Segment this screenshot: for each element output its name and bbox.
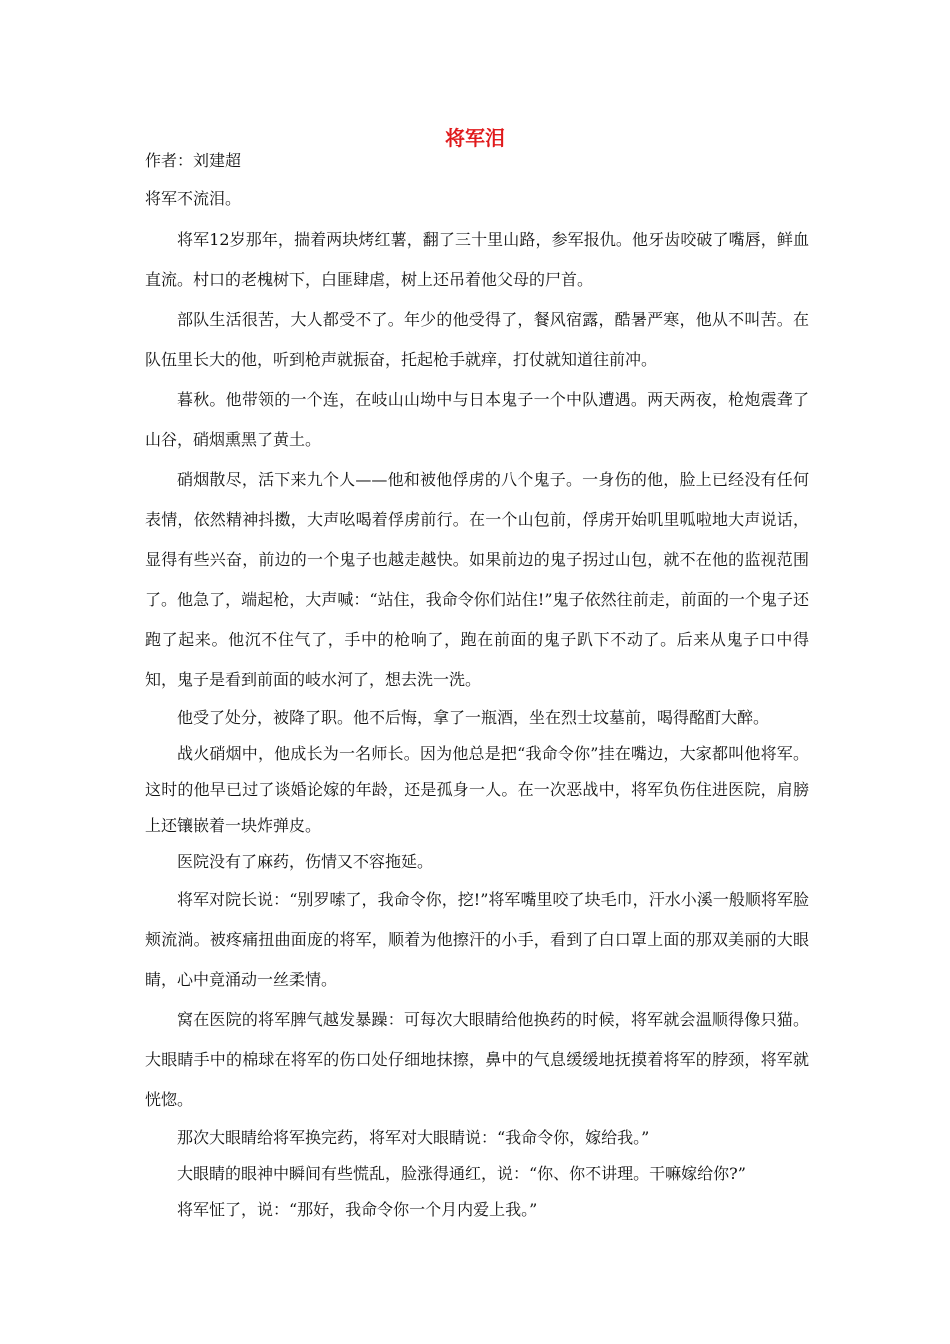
paragraph-5: 硝烟散尽，活下来九个人——他和被他俘虏的八个鬼子。一身伤的他，脸上已经没有任何表情，依然精神抖擞，大声吆喝着俘虏前行。在一个山包前，俘虏开始叽里呱啦地大声说话，显得有些兴奋，前边的一个鬼子也越走越快。如果前边的鬼子拐过山包，就不在他的监视范围了。他急了，端起枪，大声喊：“站住，我命令你们站住!”鬼子依然往前走，前面的一个鬼子还跑了起来。他沉不住气了，手中的枪响了，跑在前面的鬼子趴下不动了。后来从鬼子口中得知，鬼子是看到前面的岐水河了，想去洗一洗。	[145, 470, 809, 689]
body-text	[145, 220, 809, 1228]
paragraph-1: 将军不流泪。	[145, 189, 242, 208]
paragraph-9: 将军对院长说：“别罗嗦了，我命令你，挖!”将军嘴里咬了块毛巾，汗水小溪一般顺将军脸颊流淌。被疼痛扭曲面庞的将军，顺着为他擦汗的小手，看到了白口罩上面的那双美丽的大眼睛，心中竟涌动一丝柔情。	[145, 890, 809, 989]
paragraph-13: 将军怔了，说：“那好，我命令你一个月内爱上我。”	[177, 1200, 538, 1219]
paragraph-12: 大眼睛的眼神中瞬间有些慌乱，脸涨得通红，说：“你、你不讲理。干嘛嫁给你?”	[177, 1164, 746, 1183]
paragraph-2: 将军12岁那年，揣着两块烤红薯，翻了三十里山路，参军报仇。他牙齿咬破了嘴唇，鲜血直流。村口的老槐树下，白匪肆虐，树上还吊着他父母的尸首。	[145, 230, 809, 289]
paragraph-7: 战火硝烟中，他成长为一名师长。因为他总是把“我命令你”挂在嘴边，大家都叫他将军。这时的他早已过了谈婚论嫁的年龄，还是孤身一人。在一次恶战中，将军负伤住进医院，肩膀上还镶嵌着一块炸弹皮。	[145, 744, 809, 835]
paragraph-11: 那次大眼睛给将军换完药，将军对大眼睛说：“我命令你，嫁给我。”	[177, 1128, 650, 1147]
paragraph-3: 部队生活很苦，大人都受不了。年少的他受得了，餐风宿露，酷暑严寒，他从不叫苦。在队伍里长大的他，听到枪声就振奋，托起枪手就痒，打仗就知道往前冲。	[145, 310, 809, 369]
paragraph-10: 窝在医院的将军脾气越发暴躁：可每次大眼睛给他换药的时候，将军就会温顺得像只猫。大眼睛手中的棉球在将军的伤口处仔细地抹擦，鼻中的气息缓缓地抚摸着将军的脖颈，将军就恍惚。	[145, 1010, 809, 1109]
paragraph-8: 医院没有了麻药，伤情又不容拖延。	[177, 852, 434, 871]
paragraph-4: 暮秋。他带领的一个连，在岐山山坳中与日本鬼子一个中队遭遇。两天两夜，枪炮震聋了山谷，硝烟熏黑了黄土。	[145, 390, 809, 449]
author-line: 作者：刘建超	[145, 151, 242, 170]
document-title: 将军泪	[445, 126, 505, 150]
paragraph-6: 他受了处分，被降了职。他不后悔，拿了一瓶酒，坐在烈士坟墓前，喝得酩酊大醉。	[177, 708, 770, 727]
